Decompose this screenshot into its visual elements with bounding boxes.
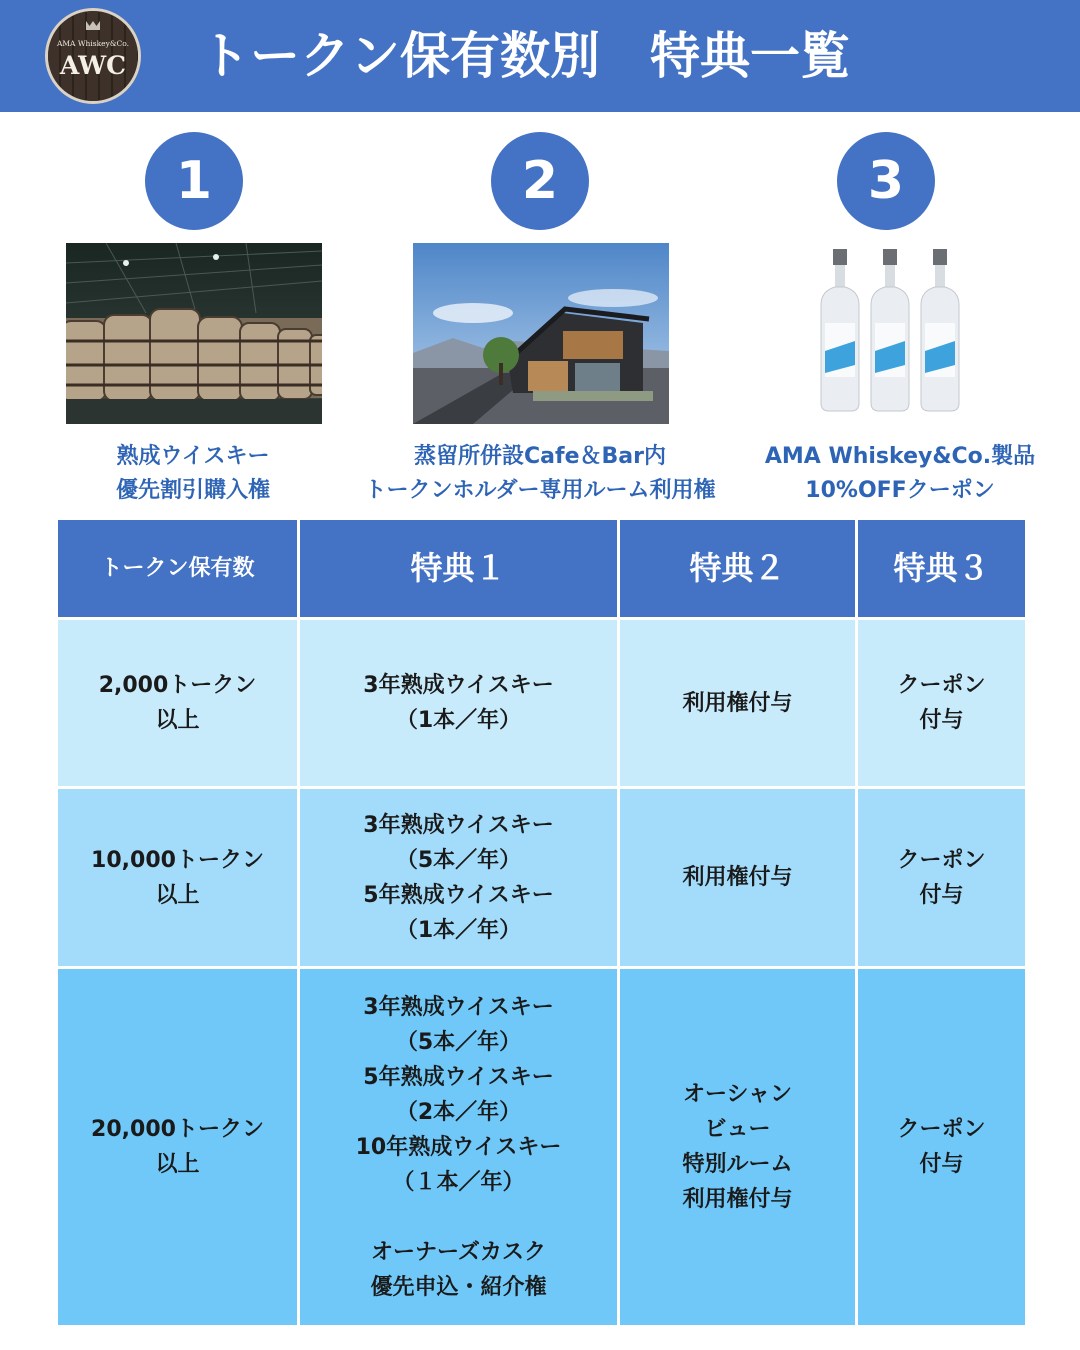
header-benefit-2: 特典２ <box>619 519 857 619</box>
benefit3-cell: クーポン 付与 <box>857 619 1027 788</box>
token-count-cell: 20,000トークン 以上 <box>57 968 299 1327</box>
caption-line: 熟成ウイスキー <box>116 444 270 469</box>
benefit1-cell: 3年熟成ウイスキー （1本／年） <box>299 619 619 788</box>
table-row <box>57 968 1027 1327</box>
header-benefit-1: 特典１ <box>299 519 619 619</box>
benefit-number-1: 1 <box>145 132 243 230</box>
logo-big-text: AWC <box>59 51 127 80</box>
benefit3-cell: クーポン 付与 <box>857 968 1027 1327</box>
caption-line: トークンホルダー専用ルーム利用権 <box>364 478 716 503</box>
barrel-warehouse-image <box>66 243 322 424</box>
token-count-cell: 10,000トークン 以上 <box>57 788 299 968</box>
cafe-bar-building-image <box>413 243 669 424</box>
benefit-number-2: 2 <box>491 132 589 230</box>
benefit2-cell: 利用権付与 <box>619 788 857 968</box>
benefit2-cell: 利用権付与 <box>619 619 857 788</box>
token-count-cell: 2,000トークン 以上 <box>57 619 299 788</box>
logo-small-text: AMA Whiskey&Co. <box>56 39 130 48</box>
benefit-caption-2 <box>320 440 760 508</box>
caption-line: 10%OFFクーポン <box>805 478 995 503</box>
caption-line: AMA Whiskey&Co.製品 <box>764 444 1036 469</box>
table-header-row <box>57 519 1027 619</box>
page-title: トークン保有数別 特典一覧 <box>200 27 850 85</box>
benefit1-cell: 3年熟成ウイスキー （5本／年） 5年熟成ウイスキー （1本／年） <box>299 788 619 968</box>
table-row <box>57 619 1027 788</box>
benefit3-cell: クーポン 付与 <box>857 788 1027 968</box>
caption-line: 優先割引購入権 <box>115 478 270 503</box>
header-benefit-3: 特典３ <box>857 519 1027 619</box>
header-bar <box>0 0 1080 112</box>
awc-logo <box>45 8 141 104</box>
caption-line: 蒸留所併設Cafe＆Bar内 <box>414 444 666 469</box>
header-token-count: トークン保有数 <box>57 519 299 619</box>
benefit2-cell: オーシャン ビュー 特別ルーム 利用権付与 <box>619 968 857 1327</box>
benefit1-cell: 3年熟成ウイスキー （5本／年） 5年熟成ウイスキー （2本／年） 10年熟成ウイスキー （１本／年） オーナーズカスク 優先申込・紹介権 <box>299 968 619 1327</box>
benefit-caption-1 <box>13 440 373 508</box>
benefit-caption-3 <box>740 440 1060 508</box>
benefits-table <box>55 517 1028 1328</box>
benefit-number-3: 3 <box>837 132 935 230</box>
product-bottles-image <box>815 243 965 424</box>
table-row <box>57 788 1027 968</box>
